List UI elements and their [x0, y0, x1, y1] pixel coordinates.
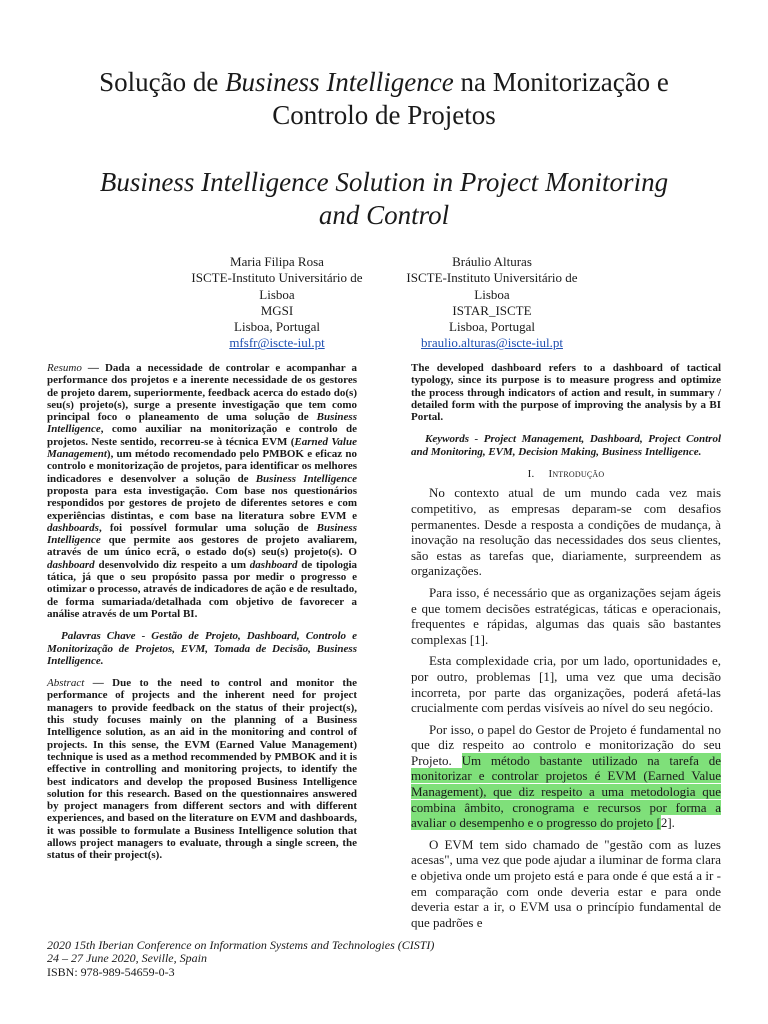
author-department: ISTAR_ISCTE [452, 302, 532, 318]
author-affiliation-cont: Lisboa [259, 286, 295, 302]
footer-isbn: ISBN: 978-989-54659-0-3 [47, 964, 175, 979]
intro-paragraph-2: Para isso, é necessário que as organizações sejam ágeis e que tomem decisões estratégicas, táticas e operacionais, frequentes e rápidas, algumas das quais são bastantes complexas [1]. [411, 584, 721, 647]
intro-paragraph-3: Esta complexidade cria, por um lado, oportunidades e, por outro, problemas [1], uma vez que uma decisão incorreta, por parte das organizações, poderá afetá-las crucialmente com perdas visíveis ao nível do seu negócio. [411, 653, 721, 716]
author-email-link[interactable]: braulio.alturas@iscte-iul.pt [421, 335, 563, 351]
resumo-label: Resumo [47, 362, 82, 374]
resumo-paragraph: Resumo — Dada a necessidade de controlar e acompanhar a performance dos projetos e a inerente necessidade de os gestores de projeto darem, superiormente, feedback acerca do estado do(s) seu(s) projeto(s), surge a presente investigação que tem como principal foco o planeamento de uma solução de Business Intelligence, como auxiliar na monitorização e controlo de projetos. Neste sentido, recorreu-se à técnica EVM (Earned Value Management), um método recomendado pelo PMBOK e eficaz no controlo e monitorização de projetos, para identificar os melhores indicadores e desenvolver a solução de Business Intelligence proposta para esta investigação. Com base nos questionários respondidos por gestores de projeto de diferentes setores e com experiências distintas, e com base na literatura sobre EVM e dashboards, foi possível formular uma solução de Business Intelligence que permite aos gestores de projeto avaliarem, através de um único ecrã, o estado do(s) seu(s) projeto(s). O dashboard desenvolvido diz respeito a um dashboard de tipologia tática, já que o seu propósito passa por medir o progresso e otimizar o processo, através de indicadores de ação e de resultado, de forma sumariada/detalhada com objetivo de favorecer a análise através de um Portal BI. [47, 362, 357, 620]
title-pt-line2: Controlo de Projetos [272, 100, 496, 130]
intro-paragraph-4: Por isso, o papel do Gestor de Projeto é fundamental no que diz respeito ao controlo e monitorização do seu Projeto. Um método bastante utilizado na tarefa de monitorizar e controlar projetos é EVM (Earned Value Management), que diz respeito a uma metodologia que combina âmbito, cronograma e recursos por forma a avaliar o desempenho e o progresso do projeto [2]. [411, 721, 721, 831]
author-affiliation: ISCTE-Instituto Universitário de [406, 270, 578, 286]
right-column [411, 362, 721, 936]
palavras-chave: Palavras Chave - Gestão de Projeto, Dashboard, Controlo e Monitorização de Projetos, EVM, Tomada de Decisão, Business Intelligence. [47, 630, 357, 667]
author-block-1 [177, 254, 377, 352]
section-number: I. [527, 468, 535, 481]
title-english [30, 166, 738, 232]
intro-paragraph-5: O EVM tem sido chamado de "gestão com as luzes acesas", uma vez que pode ajudar a iluminar de forma clara e objetiva onde um projeto está e para onde é que está a ir - em comparação com onde deveria estar e para onde deveria estar a ir, o EVM usa o princípio fundamental de que padrões e [411, 836, 721, 930]
keywords: Keywords - Project Management, Dashboard, Project Control and Monitoring, EVM, Decision Making, Business Intelligence. [411, 433, 721, 458]
abstract-label: Abstract [47, 677, 85, 690]
author-name: Maria Filipa Rosa [230, 254, 324, 269]
abstract-continuation: The developed dashboard refers to a dashboard of tactical typology, since its purpose is to measure progress and optimize the process through indicators of action and result, in summary / detailed form with the purpose of improving the analysis by a BI Portal. [411, 362, 721, 424]
author-block-2 [392, 254, 592, 352]
footer-conference: 2020 15th Iberian Conference on Information Systems and Technologies (CISTI) [47, 938, 435, 952]
section-title: Introdução [548, 468, 605, 481]
author-city: Lisboa, Portugal [449, 319, 535, 335]
title-pt-after: na Monitorização e [453, 67, 669, 97]
author-affiliation-cont: Lisboa [474, 286, 510, 302]
title-pt-italic: Business Intelligence [225, 67, 454, 97]
author-affiliation: ISCTE-Instituto Universitário de [191, 270, 363, 286]
left-column [47, 362, 357, 862]
intro-paragraph-1: No contexto atual de um mundo cada vez mais competitivo, as empresas deparam-se com desafios permanentes. Desde a resposta a condições de mudança, à inovação na resolução das necessidades dos seus clientes, são estas as tarefas que, diariamente, surpreendem as organizações. [411, 485, 721, 579]
footer-dates: 24 – 27 June 2020, Seville, Spain [47, 951, 207, 966]
author-department: MGSI [260, 302, 294, 318]
author-name: Bráulio Alturas [452, 254, 532, 269]
title-pt-before: Solução de [99, 67, 226, 97]
author-city: Lisboa, Portugal [234, 319, 320, 335]
section-heading [411, 468, 721, 480]
abstract-paragraph: Abstract — Due to the need to control and monitor the performance of projects and the inherent need for project managers to provide feedback on the status of their project(s), this study focuses mainly on the planning of a Business Intelligence solution, as an aid in the monitoring and control of projects. In this sense, the EVM (Earned Value Management) technique is used as a method recommended by PMBOK and it is effective in controlling and monitoring projects, to identify the best indicators and develop the proposed Business Intelligence solution for this research. Based on the questionnaires answered by project managers from different sectors and with different experiences, and based on the literature on EVM and dashboards, it was possible to formulate a Business Intelligence solution that allows project managers to evaluate, through a single screen, the status of their project(s). [47, 677, 357, 862]
title-en-line2: and Control [318, 200, 450, 230]
title-portuguese [30, 66, 738, 132]
highlighted-text: Um método bastante utilizado na tarefa de monitorizar e controlar projetos é EVM (Earned Value Management), que diz respeito a uma metodologia que combina âmbito, cronograma e recursos por forma a avaliar o desempenho e o progresso do projeto [ [411, 752, 721, 831]
author-email-link[interactable]: mfsfr@iscte-iul.pt [229, 335, 325, 351]
conference-footer [47, 939, 647, 979]
title-en-line1: Business Intelligence Solution in Project Monitoring [99, 167, 669, 197]
